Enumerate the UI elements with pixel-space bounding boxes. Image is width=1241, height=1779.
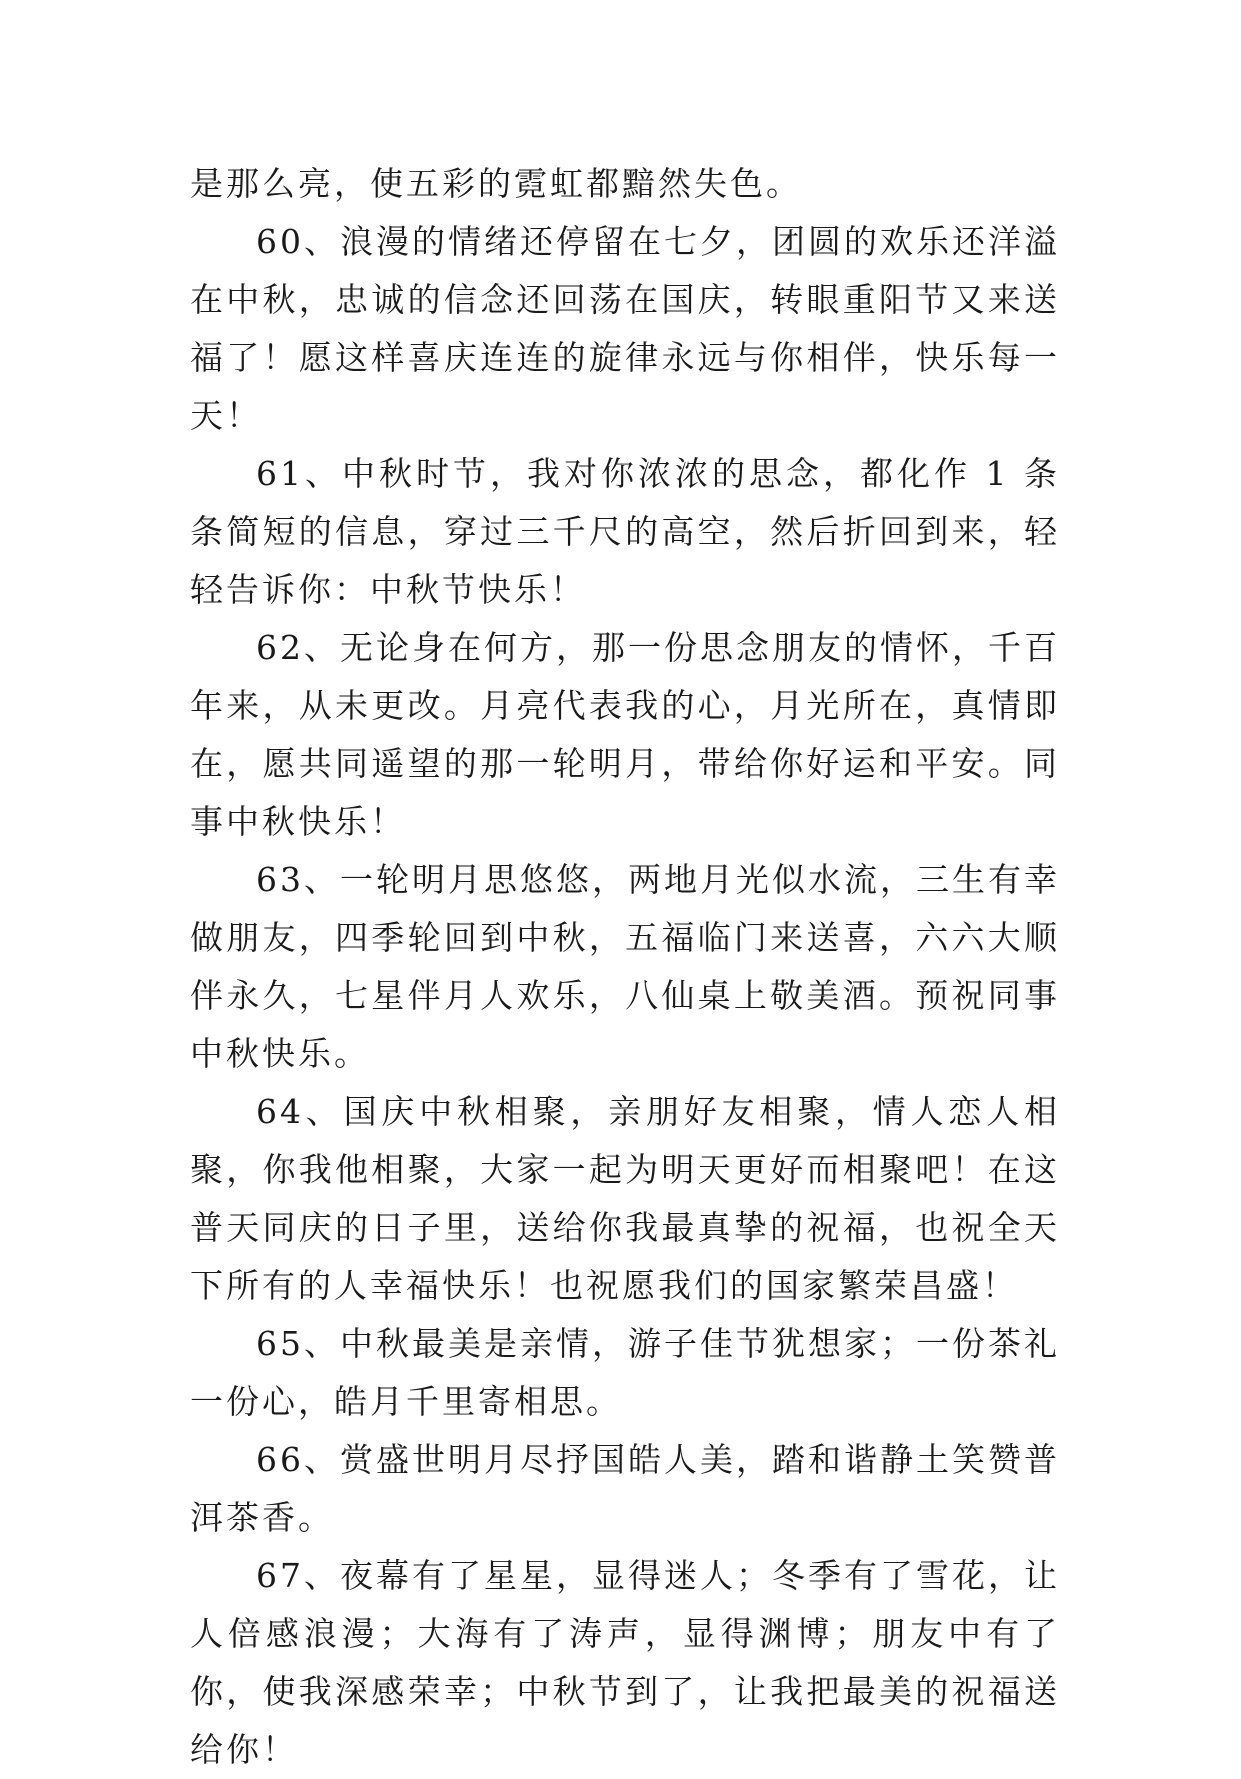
paragraph-67: 67、夜幕有了星星，显得迷人；冬季有了雪花，让人倍感浪漫；大海有了涛声，显得渊博；朋友中有了你，使我深感荣幸；中秋节到了，让我把最美的祝福送给你！ xyxy=(190,1556,1060,1769)
paragraph-62: 62、无论身在何方，那一份思念朋友的情怀，千百年来，从未更改。月亮代表我的心，月光所在，真情即在，愿共同遥望的那一轮明月，带给你好运和平安。同事中秋快乐！ xyxy=(190,628,1060,841)
paragraph-64: 64、国庆中秋相聚，亲朋好友相聚，情人恋人相聚，你我他相聚，大家一起为明天更好而相聚吧！在这普天同庆的日子里，送给你我最真挚的祝福，也祝全天下所有的人幸福快乐！也祝愿我们的国家繁荣昌盛！ xyxy=(190,1092,1060,1305)
paragraph-60: 60、浪漫的情绪还停留在七夕，团圆的欢乐还洋溢在中秋，忠诚的信念还回荡在国庆，转眼重阳节又来送福了！愿这样喜庆连连的旋律永远与你相伴，快乐每一天！ xyxy=(190,222,1060,435)
paragraph-65: 65、中秋最美是亲情，游子佳节犹想家；一份茶礼一份心，皓月千里寄相思。 xyxy=(190,1324,1060,1421)
paragraph-continuation: 是那么亮，使五彩的霓虹都黯然失色。 xyxy=(190,164,802,203)
document-page xyxy=(190,155,1060,1779)
paragraph-63: 63、一轮明月思悠悠，两地月光似水流，三生有幸做朋友，四季轮回到中秋，五福临门来送喜，六六大顺伴永久，七星伴月人欢乐，八仙桌上敬美酒。预祝同事中秋快乐。 xyxy=(190,860,1060,1073)
paragraph-66: 66、赏盛世明月尽抒国皓人美，踏和谐静土笑赞普洱茶香。 xyxy=(190,1440,1060,1537)
paragraph-61: 61、中秋时节，我对你浓浓的思念，都化作 1 条条简短的信息，穿过三千尺的高空，然后折回到来，轻轻告诉你：中秋节快乐！ xyxy=(190,454,1060,609)
